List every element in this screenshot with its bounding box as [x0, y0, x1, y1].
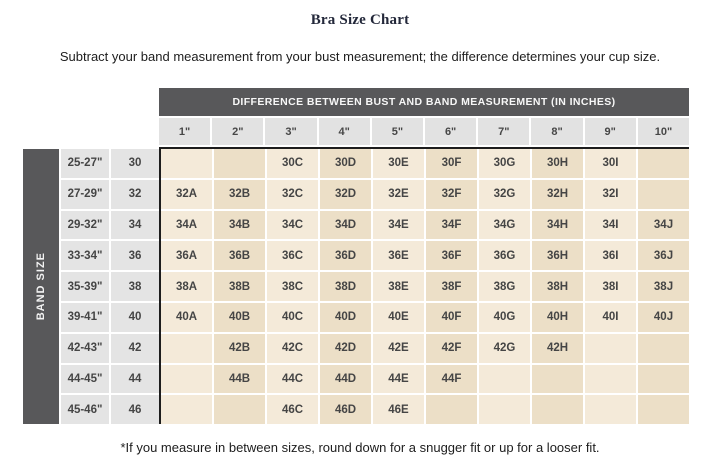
cup-size-cell: 36D: [320, 241, 371, 270]
cup-size-cell: 36J: [638, 241, 689, 270]
cup-size-cell: [161, 365, 212, 394]
table-row: [61, 334, 689, 363]
difference-header: DIFFERENCE BETWEEN BUST AND BAND MEASUREMENT (IN INCHES): [159, 88, 689, 116]
cup-cells: [161, 149, 689, 178]
cup-size-cell: 36A: [161, 241, 212, 270]
cup-size-cell: 38H: [532, 272, 583, 301]
cup-size-cell: 32H: [532, 180, 583, 209]
cup-size-cell: [161, 334, 212, 363]
cup-size-cell: 38I: [585, 272, 636, 301]
diff-column-header: 9": [585, 118, 636, 145]
cup-size-cell: 42E: [373, 334, 424, 363]
cup-size-cell: 42B: [214, 334, 265, 363]
cup-size-cell: 38F: [426, 272, 477, 301]
cup-size-cell: 30E: [373, 149, 424, 178]
cup-size-cell: [479, 395, 530, 424]
cup-size-cell: 42F: [426, 334, 477, 363]
cup-size-cell: 34E: [373, 211, 424, 240]
cup-size-cell: 38C: [267, 272, 318, 301]
cup-size-cell: 40H: [532, 303, 583, 332]
cup-size-cell: 34G: [479, 211, 530, 240]
cup-size-cell: 44B: [214, 365, 265, 394]
cup-size-cell: 40E: [373, 303, 424, 332]
diff-column-header: 5": [372, 118, 423, 145]
cup-size-cell: 42C: [267, 334, 318, 363]
band-range-cell: 39-41": [61, 303, 109, 332]
cup-size-cell: 40A: [161, 303, 212, 332]
band-number-cell: 40: [111, 303, 159, 332]
diff-column-header: 6": [425, 118, 476, 145]
cup-size-cell: 36H: [532, 241, 583, 270]
band-range-cell: 25-27": [61, 149, 109, 178]
cup-size-cell: 34D: [320, 211, 371, 240]
band-number-cell: 34: [111, 211, 159, 240]
band-range-cell: 27-29": [61, 180, 109, 209]
cup-size-cell: 30H: [532, 149, 583, 178]
band-separator-line: [159, 149, 161, 424]
diff-column-header: 8": [531, 118, 582, 145]
table-row: [61, 303, 689, 332]
cup-cells: [161, 303, 689, 332]
cup-size-cell: [214, 149, 265, 178]
cup-size-cell: [479, 365, 530, 394]
cup-size-cell: 44C: [267, 365, 318, 394]
cup-size-cell: [426, 395, 477, 424]
cup-cells: [161, 180, 689, 209]
cup-size-cell: 30I: [585, 149, 636, 178]
cup-size-cell: 36E: [373, 241, 424, 270]
cup-size-cell: 40G: [479, 303, 530, 332]
cup-size-cell: [532, 365, 583, 394]
band-number-cell: 32: [111, 180, 159, 209]
cup-size-cell: 36G: [479, 241, 530, 270]
cup-size-cell: 36F: [426, 241, 477, 270]
cup-size-cell: 46D: [320, 395, 371, 424]
cup-size-cell: 40F: [426, 303, 477, 332]
cup-size-cell: 32F: [426, 180, 477, 209]
cup-size-cell: 38E: [373, 272, 424, 301]
diff-column-header: 4": [319, 118, 370, 145]
cup-size-cell: 40B: [214, 303, 265, 332]
diff-column-header: 10": [638, 118, 689, 145]
cup-size-cell: 46C: [267, 395, 318, 424]
footnote: *If you measure in between sizes, round down for a snugger fit or up for a looser fit.: [120, 440, 600, 455]
page-title: Bra Size Chart: [310, 12, 410, 28]
cup-size-cell: [214, 395, 265, 424]
diff-column-header: 2": [212, 118, 263, 145]
cup-cells: [161, 272, 689, 301]
chart-subtitle: Subtract your band measurement from your bust measurement; the difference determines your cup size.: [59, 49, 661, 64]
band-range-cell: 44-45": [61, 365, 109, 394]
cup-size-cell: 40C: [267, 303, 318, 332]
band-number-cell: 38: [111, 272, 159, 301]
cup-size-cell: 32I: [585, 180, 636, 209]
cup-size-cell: 36B: [214, 241, 265, 270]
cup-size-cell: [638, 395, 689, 424]
cup-size-cell: [585, 365, 636, 394]
cup-size-cell: [585, 334, 636, 363]
cup-size-cell: 38B: [214, 272, 265, 301]
table-row: [61, 149, 689, 178]
cup-size-cell: 38G: [479, 272, 530, 301]
diff-column-header: 7": [478, 118, 529, 145]
table-row: [61, 272, 689, 301]
difference-columns-row: [159, 118, 689, 145]
table-row: [61, 211, 689, 240]
band-size-header: [23, 149, 59, 424]
cup-size-cell: [161, 149, 212, 178]
band-range-cell: 35-39": [61, 272, 109, 301]
band-range-cell: 29-32": [61, 211, 109, 240]
cup-size-cell: 46E: [373, 395, 424, 424]
cup-size-cell: 30G: [479, 149, 530, 178]
cup-size-cell: 34C: [267, 211, 318, 240]
table-row: [61, 395, 689, 424]
cup-cells: [161, 365, 689, 394]
cup-size-cell: [638, 180, 689, 209]
cup-size-cell: 32C: [267, 180, 318, 209]
cup-size-cell: 34I: [585, 211, 636, 240]
band-number-cell: 42: [111, 334, 159, 363]
cup-size-cell: 36C: [267, 241, 318, 270]
cup-size-cell: [638, 365, 689, 394]
table-row: [61, 241, 689, 270]
band-number-cell: 46: [111, 395, 159, 424]
band-number-cell: 44: [111, 365, 159, 394]
cup-size-cell: 32A: [161, 180, 212, 209]
band-number-cell: 30: [111, 149, 159, 178]
cup-size-cell: [638, 149, 689, 178]
cup-size-cell: 32E: [373, 180, 424, 209]
cup-cells: [161, 334, 689, 363]
cup-size-cell: 36I: [585, 241, 636, 270]
cup-size-cell: 32G: [479, 180, 530, 209]
band-range-cell: 42-43": [61, 334, 109, 363]
cup-size-cell: 38J: [638, 272, 689, 301]
cup-size-cell: 32B: [214, 180, 265, 209]
cup-size-cell: 44D: [320, 365, 371, 394]
cup-size-cell: [638, 334, 689, 363]
cup-size-cell: 40D: [320, 303, 371, 332]
cup-size-cell: 40J: [638, 303, 689, 332]
cup-size-cell: 42H: [532, 334, 583, 363]
table-row: [61, 365, 689, 394]
cup-size-cell: 44E: [373, 365, 424, 394]
band-range-cell: 45-46": [61, 395, 109, 424]
cup-size-cell: 34H: [532, 211, 583, 240]
cup-size-cell: 40I: [585, 303, 636, 332]
band-size-label: BAND SIZE: [35, 252, 47, 321]
cup-cells: [161, 211, 689, 240]
cup-size-cell: 34J: [638, 211, 689, 240]
cup-size-cell: 30F: [426, 149, 477, 178]
cup-size-cell: 32D: [320, 180, 371, 209]
cup-size-cell: 30C: [267, 149, 318, 178]
table-row: [61, 180, 689, 209]
cup-size-cell: [532, 395, 583, 424]
cup-size-cell: 30D: [320, 149, 371, 178]
cup-size-cell: 42D: [320, 334, 371, 363]
diff-column-header: 3": [265, 118, 316, 145]
diff-column-header: 1": [159, 118, 210, 145]
size-chart-rows: [61, 149, 689, 424]
band-range-cell: 33-34": [61, 241, 109, 270]
cup-size-cell: [585, 395, 636, 424]
cup-size-cell: 34B: [214, 211, 265, 240]
cup-size-cell: 34F: [426, 211, 477, 240]
band-number-cell: 36: [111, 241, 159, 270]
cup-cells: [161, 395, 689, 424]
cup-size-cell: 38A: [161, 272, 212, 301]
cup-size-cell: [161, 395, 212, 424]
cup-size-cell: 34A: [161, 211, 212, 240]
cup-cells: [161, 241, 689, 270]
cup-size-cell: 42G: [479, 334, 530, 363]
cup-size-cell: 38D: [320, 272, 371, 301]
cup-size-cell: 44F: [426, 365, 477, 394]
